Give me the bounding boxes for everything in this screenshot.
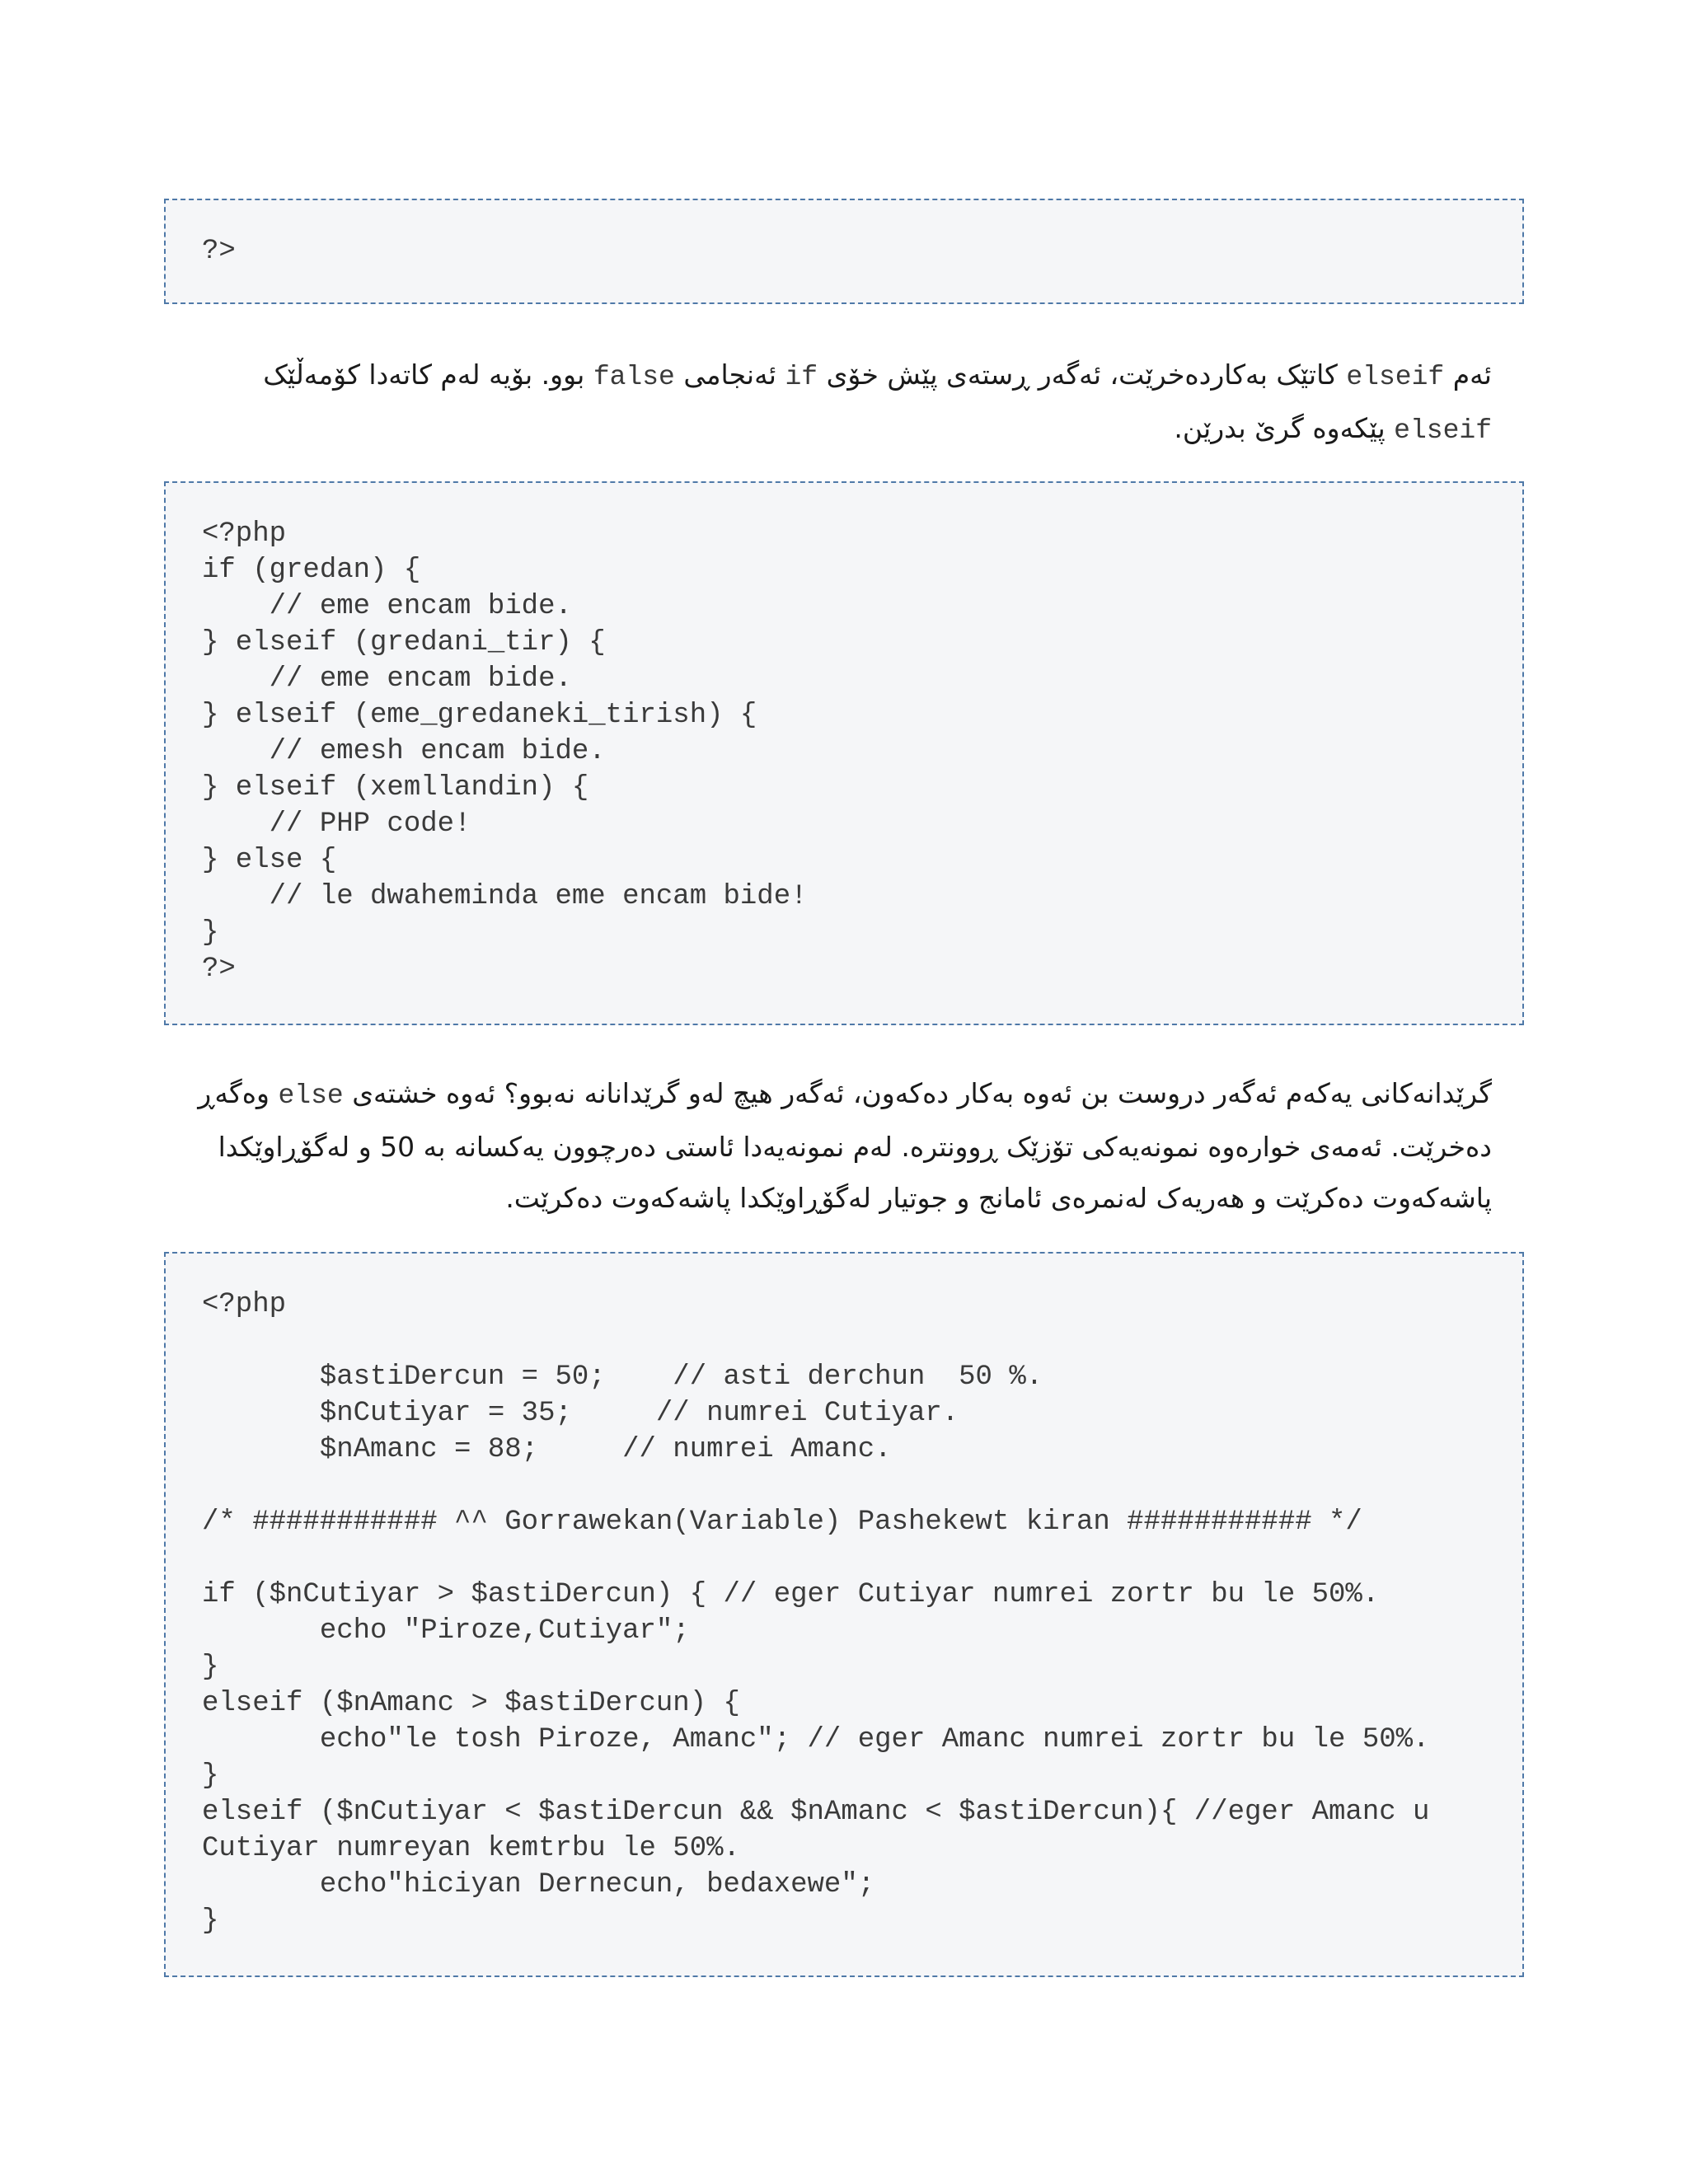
code-line (202, 1468, 1486, 1504)
code-line: Cutiyar numreyan kemtrbu le 50%. (202, 1833, 740, 1864)
code-line: echo"le tosh Piroze, Amanc"; // eger Amanc numrei zortr bu le 50%. (202, 1724, 1430, 1755)
paragraph-2-line-3: پاشەکەوت دەکرێت و هەریەک لەنمرەی ئامانج و جوتیار لەگۆڕاوێکدا پاشەکەوت دەکرێت. (505, 1182, 1492, 1214)
text-run: بوو. بۆیە لەم کاتەدا کۆمەڵێک (263, 359, 585, 391)
code-line: // eme encam bide. (202, 663, 572, 695)
paragraph-2-line-2: دەخرێت. ئەمەی خوارەوە نمونەیەکی تۆزێک ڕوونترە. لەم نمونەیەدا ئاستی دەرچوون یەکسانە بە 50 و لەگۆڕاوێکدا (218, 1131, 1492, 1163)
text-run: وەگەڕ (198, 1077, 270, 1109)
code-line: if (gredan) { (202, 555, 421, 586)
code-block-3 (164, 1252, 1524, 1977)
text-run: ئەنجامی (683, 359, 776, 391)
code-line: } (202, 1652, 219, 1683)
code-block-1-content (202, 233, 1486, 269)
code-line: <?php (202, 1289, 287, 1320)
code-line: } elseif (xemllandin) { (202, 772, 589, 804)
code-line: } (202, 1905, 219, 1937)
code-block-2 (164, 481, 1524, 1025)
code-line: ?> (202, 954, 236, 985)
code-line: // emesh encam bide. (202, 736, 606, 767)
code-line: } elseif (eme_gredaneki_tirish) { (202, 700, 757, 731)
paragraph-2-line-1 (198, 1068, 1492, 1122)
code-line: if ($nCutiyar > $astiDercun) { // eger Cutiyar numrei zortr bu le 50%. (202, 1579, 1380, 1610)
code-line (202, 1323, 1486, 1359)
code-line: } (202, 1760, 219, 1792)
code-line (202, 1540, 1486, 1577)
code-line: $nCutiyar = 35; // numrei Cutiyar. (202, 1398, 959, 1429)
code-line: ?> (202, 236, 236, 267)
inline-code: elseif (1394, 415, 1492, 446)
inline-code: false (593, 362, 675, 392)
code-block-2-content (202, 516, 1486, 987)
code-line: echo"hiciyan Dernecun, bedaxewe"; (202, 1869, 875, 1900)
text-run: کاتێک بەکاردەخرێت، ئەگەر ڕستەی پێش خۆی (826, 359, 1338, 391)
text-run: پێکەوە گرێ بدرێن. (1174, 412, 1386, 444)
code-line: elseif ($nAmanc > $astiDercun) { (202, 1688, 740, 1719)
paragraph-1-line-2 (247, 403, 1492, 457)
code-line: // le dwaheminda eme encam bide! (202, 881, 808, 912)
code-line: // PHP code! (202, 808, 471, 840)
code-line: $astiDercun = 50; // asti derchun 50 %. (202, 1361, 1043, 1393)
code-block-1 (164, 199, 1524, 304)
code-line: /* ########### ^^ Gorrawekan(Variable) Pashekewt kiran ########### */ (202, 1507, 1362, 1538)
code-line: // eme encam bide. (202, 591, 572, 622)
code-line: elseif ($nCutiyar < $astiDercun && $nAmanc < $astiDercun){ //eger Amanc u (202, 1797, 1430, 1828)
inline-code: if (785, 362, 818, 392)
paragraph-1-line-1 (247, 349, 1492, 403)
paragraph-1 (247, 349, 1492, 457)
inline-code: elseif (1346, 362, 1445, 392)
paragraph-2 (198, 1068, 1492, 1224)
code-line: $nAmanc = 88; // numrei Amanc. (202, 1434, 892, 1465)
text-run: گرێدانەکانی یەکەم ئەگەر دروست بن ئەوە بەکار دەکەون، ئەگەر هیچ لەو گرێدانانە نەبوو؟ ئەوە خشتەی (352, 1077, 1492, 1109)
inline-code: else (278, 1080, 344, 1111)
code-line: echo "Piroze,Cutiyar"; (202, 1615, 690, 1647)
text-run: ئەم (1452, 359, 1492, 391)
code-block-3-content (202, 1286, 1486, 1939)
code-line: } elseif (gredani_tir) { (202, 627, 606, 658)
code-line: } (202, 917, 219, 949)
code-line: } else { (202, 845, 337, 876)
code-line: <?php (202, 518, 287, 550)
